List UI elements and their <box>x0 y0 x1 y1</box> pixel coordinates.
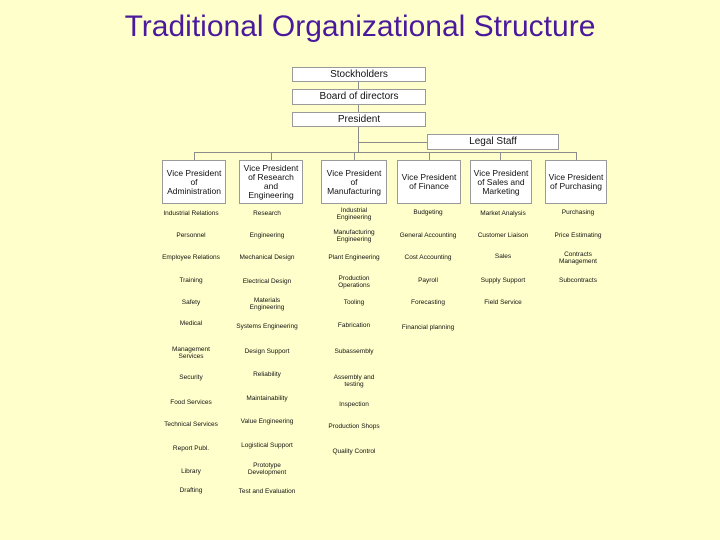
function-label: Safety <box>181 299 201 307</box>
connector-line <box>358 142 428 143</box>
function-label: Employee Relations <box>162 254 220 262</box>
function-label: Assembly and testing <box>333 373 375 388</box>
function-label: Subassembly <box>334 348 374 356</box>
function-label: General Accounting <box>399 232 457 240</box>
function-label: Drafting <box>179 487 203 495</box>
function-label: Management Services <box>172 345 210 360</box>
function-label: Food Services <box>170 399 212 407</box>
connector-line <box>194 152 195 160</box>
board-of-directors-box: Board of directors <box>292 89 426 105</box>
function-label: Engineering <box>249 232 285 240</box>
legal-staff-box: Legal Staff <box>427 134 559 150</box>
function-label: Price Estimating <box>554 232 602 240</box>
connector-line <box>500 152 501 160</box>
function-label: Sales <box>494 253 512 261</box>
function-label: Forecasting <box>411 299 445 307</box>
vp-purchasing-box: Vice President of Purchasing <box>545 160 607 204</box>
function-label: Logistical Support <box>241 442 293 450</box>
function-label: Supply Support <box>480 277 526 285</box>
vp-finance-box: Vice President of Finance <box>397 160 461 204</box>
function-label: Technical Services <box>164 421 218 429</box>
function-label: Library <box>181 468 201 476</box>
connector-line <box>194 152 576 153</box>
function-label: Payroll <box>418 277 438 285</box>
function-label: Prototype Development <box>247 461 287 476</box>
connector-line <box>429 152 430 160</box>
function-label: Test and Evaluation <box>238 488 296 496</box>
function-label: Production Operations <box>338 274 370 289</box>
function-label: Subcontracts <box>559 277 597 285</box>
function-label: Systems Engineering <box>236 323 298 331</box>
function-label: Production Shops <box>328 423 380 431</box>
function-label: Plant Engineering <box>328 254 380 262</box>
function-label: Research <box>253 210 281 218</box>
connector-line <box>358 82 359 89</box>
function-label: Reliability <box>253 371 281 379</box>
vp-manufacturing-box: Vice President of Manufacturing <box>321 160 387 204</box>
function-label: Electrical Design <box>242 278 292 286</box>
function-label: Inspection <box>339 401 369 409</box>
function-label: Cost Accounting <box>404 254 452 262</box>
president-box: President <box>292 112 426 127</box>
function-label: Medical <box>179 320 203 328</box>
function-label: Financial planning <box>401 324 455 332</box>
connector-line <box>576 152 577 160</box>
function-label: Value Engineering <box>240 418 294 426</box>
function-label: Materials Engineering <box>249 296 285 311</box>
stockholders-box: Stockholders <box>292 67 426 82</box>
page-title: Traditional Organizational Structure <box>124 10 596 43</box>
connector-line <box>354 152 355 160</box>
function-label: Field Service <box>484 299 522 307</box>
function-label: Tooling <box>343 299 365 307</box>
function-label: Personnel <box>176 232 206 240</box>
function-label: Industrial Relations <box>163 210 219 218</box>
function-label: Report Publ. <box>172 445 210 453</box>
function-label: Contracts Management <box>559 250 597 265</box>
function-label: Budgeting <box>413 209 443 217</box>
connector-line <box>271 152 272 160</box>
function-label: Mechanical Design <box>239 254 295 262</box>
function-label: Security <box>179 374 203 382</box>
function-label: Fabrication <box>337 322 371 330</box>
vp-research-engineering-box: Vice President of Research and Engineering <box>239 160 303 204</box>
function-label: Purchasing <box>561 209 595 217</box>
function-label: Maintainability <box>246 395 288 403</box>
function-label: Quality Control <box>332 448 376 456</box>
connector-line <box>358 105 359 112</box>
function-label: Industrial Engineering <box>336 206 372 221</box>
function-label: Manufacturing Engineering <box>333 228 375 243</box>
function-label: Design Support <box>244 348 290 356</box>
function-label: Customer Liaison <box>477 232 529 240</box>
vp-administration-box: Vice President of Administration <box>162 160 226 204</box>
connector-line <box>358 127 359 152</box>
function-label: Market Analysis <box>480 210 526 218</box>
function-label: Training <box>179 277 203 285</box>
vp-sales-marketing-box: Vice President of Sales and Marketing <box>470 160 532 204</box>
